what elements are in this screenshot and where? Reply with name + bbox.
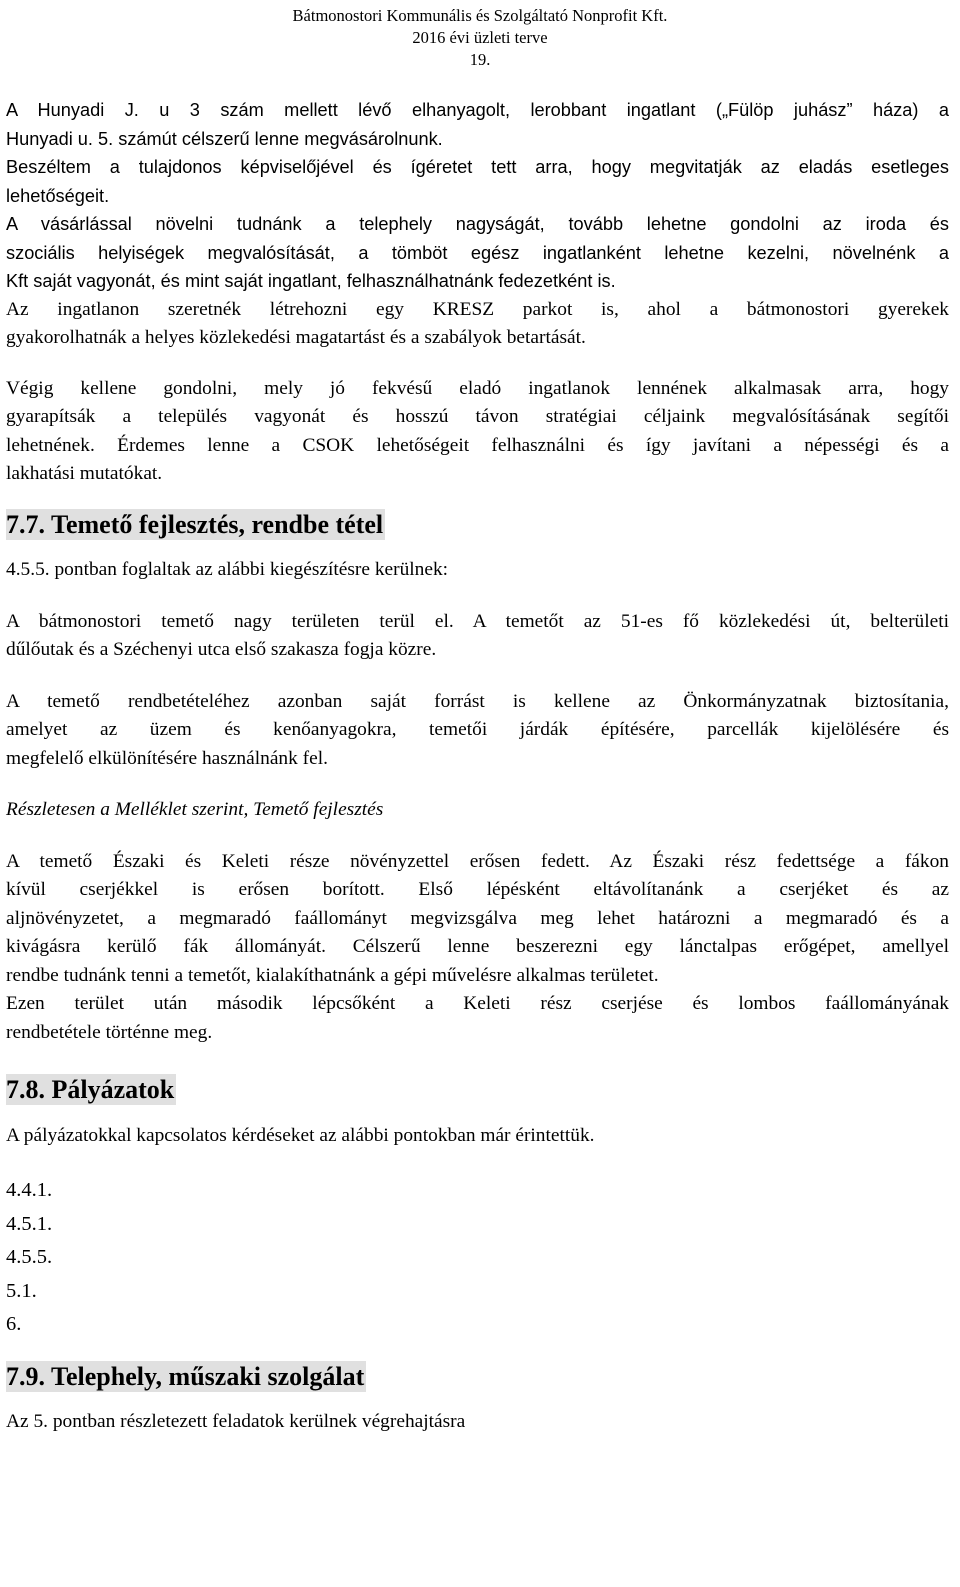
section-heading: 7.8. Pályázatok — [6, 1075, 175, 1104]
paragraph-hunyadi — [6, 96, 949, 210]
text-line: Az ingatlanon szeretnék létrehozni egy KRESZ parkot is, ahol a bátmonostori gyerekek — [6, 298, 949, 320]
text-line: Ezen terület után második lépcsőként a Keleti rész cserjése és lombos faállományának — [6, 993, 949, 1014]
page-header — [0, 5, 960, 71]
list-item: 6. — [6, 1313, 22, 1335]
text-line: rendbe tudnánk tenni a temetőt, kialakíthatnánk a gépi művelésre alkalmas területet. — [6, 964, 659, 986]
section-7-9 — [6, 1361, 949, 1437]
paragraph-cemetery-vegetation — [6, 848, 949, 1048]
text-line: lehetőségeit. — [6, 185, 110, 206]
text-line: A temető rendbetételéhez azonban saját forrást is kellene az Önkormányzatnak biztosítania, — [6, 690, 949, 712]
text-line: lehetnének. Érdemes lenne a CSOK lehetőségeit felhasználni és így javítani a népességi és a — [6, 434, 949, 456]
text-line: amelyet az üzem és kenőanyagokra, temetői járdák építésére, parcellák kijelölésére és — [6, 719, 949, 740]
text-line: kivágásra kerülő fák állományát. Célszerű lenne beszerezni egy lánctalpas erőgépet, amellyel — [6, 936, 949, 957]
document-body — [6, 96, 949, 1437]
text-line: szociális helyiségek megvalósítását, a tömböt egész ingatlanként lehetne kezelni, növelnénk a — [6, 242, 949, 263]
text-line: Beszéltem a tulajdonos képviselőjével és ígéretet tett arra, hogy megvitatják az eladás esetleges — [6, 157, 949, 177]
section-intro: 4.5.5. pontban foglaltak az alábbi kiegészítésre kerülnek: — [6, 559, 449, 580]
paragraph-cemetery-funding — [6, 688, 949, 774]
list-item: 4.5.5. — [6, 1246, 53, 1268]
text-line: A vásárlással növelni tudnánk a telephely nagyságát, tovább lehetne gondolni az iroda és — [6, 214, 949, 234]
text-line: A temető Északi és Keleti része növényzettel erősen fedett. Az Északi rész fedettsége a fákon — [6, 850, 949, 872]
paragraph-properties — [6, 375, 949, 489]
section-7-8 — [6, 1074, 949, 1342]
text-line: Végig kellene gondolni, mely jó fekvésű eladó ingatlanok lennének alkalmasak arra, hogy — [6, 377, 949, 399]
paragraph-purchase — [6, 210, 949, 296]
text-line: kívül cserjékkel is erősen borított. Első lépésként eltávolítanánk a cserjéket és az — [6, 879, 949, 900]
text-line: Hunyadi u. 5. számút célszerű lenne megvásárolnunk. — [6, 128, 443, 149]
list-item: 4.5.1. — [6, 1212, 53, 1235]
paragraph-cemetery-location — [6, 608, 949, 665]
text-line: A Hunyadi J. u 3 szám mellett lévő elhanyagolt, lerobbant ingatlant („Fülöp juhász” háza) a — [6, 100, 949, 120]
page-number: 19. — [469, 50, 491, 69]
section-intro: Az 5. pontban részletezett feladatok kerülnek végrehajtásra — [6, 1411, 466, 1432]
company-name: Bátmonostori Kommunális és Szolgáltató Nonprofit Kft. — [292, 6, 668, 25]
section-heading: 7.9. Telephely, műszaki szolgálat — [6, 1361, 365, 1391]
list-item: 5.1. — [6, 1279, 37, 1302]
list-item: 4.4.1. — [6, 1179, 53, 1201]
text-line: Kft saját vagyonát, és mint saját ingatlant, felhasználhatnánk fedezetként is. — [6, 271, 616, 291]
reference-list — [6, 1174, 949, 1342]
text-line: dűlőutak és a Széchenyi utca első szakasza fogja közre. — [6, 639, 437, 660]
section-heading: 7.7. Temető fejlesztés, rendbe tétel — [6, 509, 384, 539]
section-intro: A pályázatokkal kapcsolatos kérdéseket az alábbi pontokban már érintettük. — [6, 1124, 595, 1146]
section-7-7 — [6, 509, 949, 1048]
text-line: aljnövényzetet, a megmaradó faállományt megvizsgálva meg lehet határozni a megmaradó és a — [6, 907, 949, 929]
text-line: A bátmonostori temető nagy területen terül el. A temetőt az 51-es fő közlekedési út, belterületi — [6, 610, 949, 632]
appendix-reference: Részletesen a Melléklet szerint, Temető fejlesztés — [6, 799, 384, 820]
document-title: 2016 évi üzleti terve — [412, 28, 548, 47]
text-line: lakhatási mutatókat. — [6, 463, 163, 484]
text-line: megfelelő elkülönítésére használnánk fel. — [6, 747, 328, 769]
text-line: rendbetétele történne meg. — [6, 1021, 213, 1043]
paragraph-kresz-park — [6, 296, 949, 353]
text-line: gyakorolhatnák a helyes közlekedési magatartást és a szabályok betartását. — [6, 327, 586, 348]
text-line: gyarapítsák a település vagyonát és hosszú távon stratégiai céljaink megvalósításának segítői — [6, 406, 949, 427]
